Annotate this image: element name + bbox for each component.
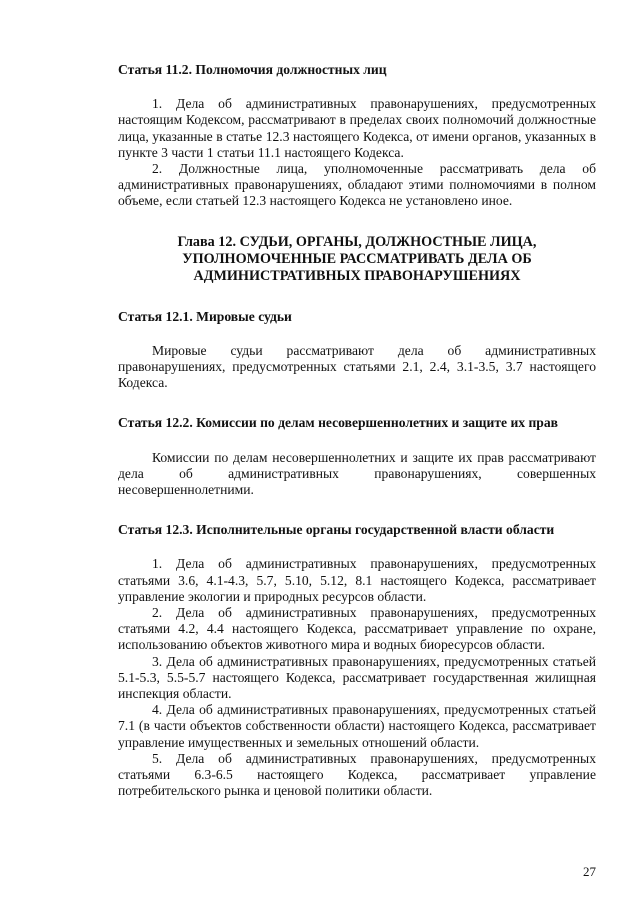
article-12-2-paragraph-1: Комиссии по делам несовершеннолетних и защите их прав рассматривают дела об административных правонарушениях, совершенных несовершеннолетними. (118, 449, 596, 498)
chapter-12-heading (118, 234, 596, 285)
article-11-2-paragraph-2: 2. Должностные лица, уполномоченные рассматривать дела об административных правонарушениях, обладают этими полномочиями в полном объеме, если статьей 12.3 настоящего Кодекса не установлено иное. (118, 161, 596, 209)
article-12-3-paragraph-1: 1. Дела об административных правонарушениях, предусмотренных статьями 3.6, 4.1-4.3, 5.7, 5.10, 5.12, 8.1 настоящего Кодекса, рассматривает управление экологии и природных ресурсов области. (118, 556, 596, 604)
page-content (118, 62, 596, 800)
page-number: 27 (583, 864, 596, 879)
article-12-3-paragraph-4: 4. Дела об административных правонарушениях, предусмотренных статьей 7.1 (в части объектов собственности области) настоящего Кодекса, рассматривает управление имущественных и земельных отношений области. (118, 702, 596, 750)
article-12-1-heading: Статья 12.1. Мировые судьи (118, 308, 292, 324)
article-12-3-paragraph-5: 5. Дела об административных правонарушениях, предусмотренных статьями 6.3-6.5 настоящего Кодекса, рассматривает управление потребительского рынка и ценовой политики области. (118, 750, 596, 799)
article-11-2-heading: Статья 11.2. Полномочия должностных лиц (118, 62, 387, 77)
chapter-12-heading-line-2: УПОЛНОМОЧЕННЫЕ РАССМАТРИВАТЬ ДЕЛА ОБ (182, 250, 532, 267)
article-12-2-heading: Статья 12.2. Комиссии по делам несовершеннолетних и защите их прав (118, 415, 559, 431)
chapter-12-heading-line-1: Глава 12. СУДЬИ, ОРГАНЫ, ДОЛЖНОСТНЫЕ ЛИЦА, (177, 233, 537, 250)
chapter-12-heading-line-3: АДМИНИСТРАТИВНЫХ ПРАВОНАРУШЕНИЯХ (193, 267, 521, 284)
article-11-2-paragraph-1: 1. Дела об административных правонарушениях, предусмотренных настоящим Кодексом, рассматривают в пределах своих полномочий должностные лица, указанные в статье 12.3 настоящего Кодекса, от имени органов, указанных в пункте 3 части 1 статьи 11.1 настоящего Кодекса. (118, 96, 596, 160)
article-12-3-heading: Статья 12.3. Исполнительные органы государственной власти области (118, 522, 555, 538)
article-12-1-paragraph-1: Мировые судьи рассматривают дела об административных правонарушениях, предусмотренных статьями 2.1, 2.4, 3.1-3.5, 3.7 настоящего Кодекса. (118, 342, 596, 391)
article-12-3-paragraph-2: 2. Дела об административных правонарушениях, предусмотренных статьями 4.2, 4.4 настоящего Кодекса, рассматривает управление по охране, использованию объектов животного мира и водных биоресурсов области. (118, 605, 596, 653)
article-12-3-paragraph-3: 3. Дела об административных правонарушениях, предусмотренных статьей 5.1-5.3, 5.5-5.7 настоящего Кодекса, рассматривает государственная жилищная инспекция области. (118, 653, 596, 702)
